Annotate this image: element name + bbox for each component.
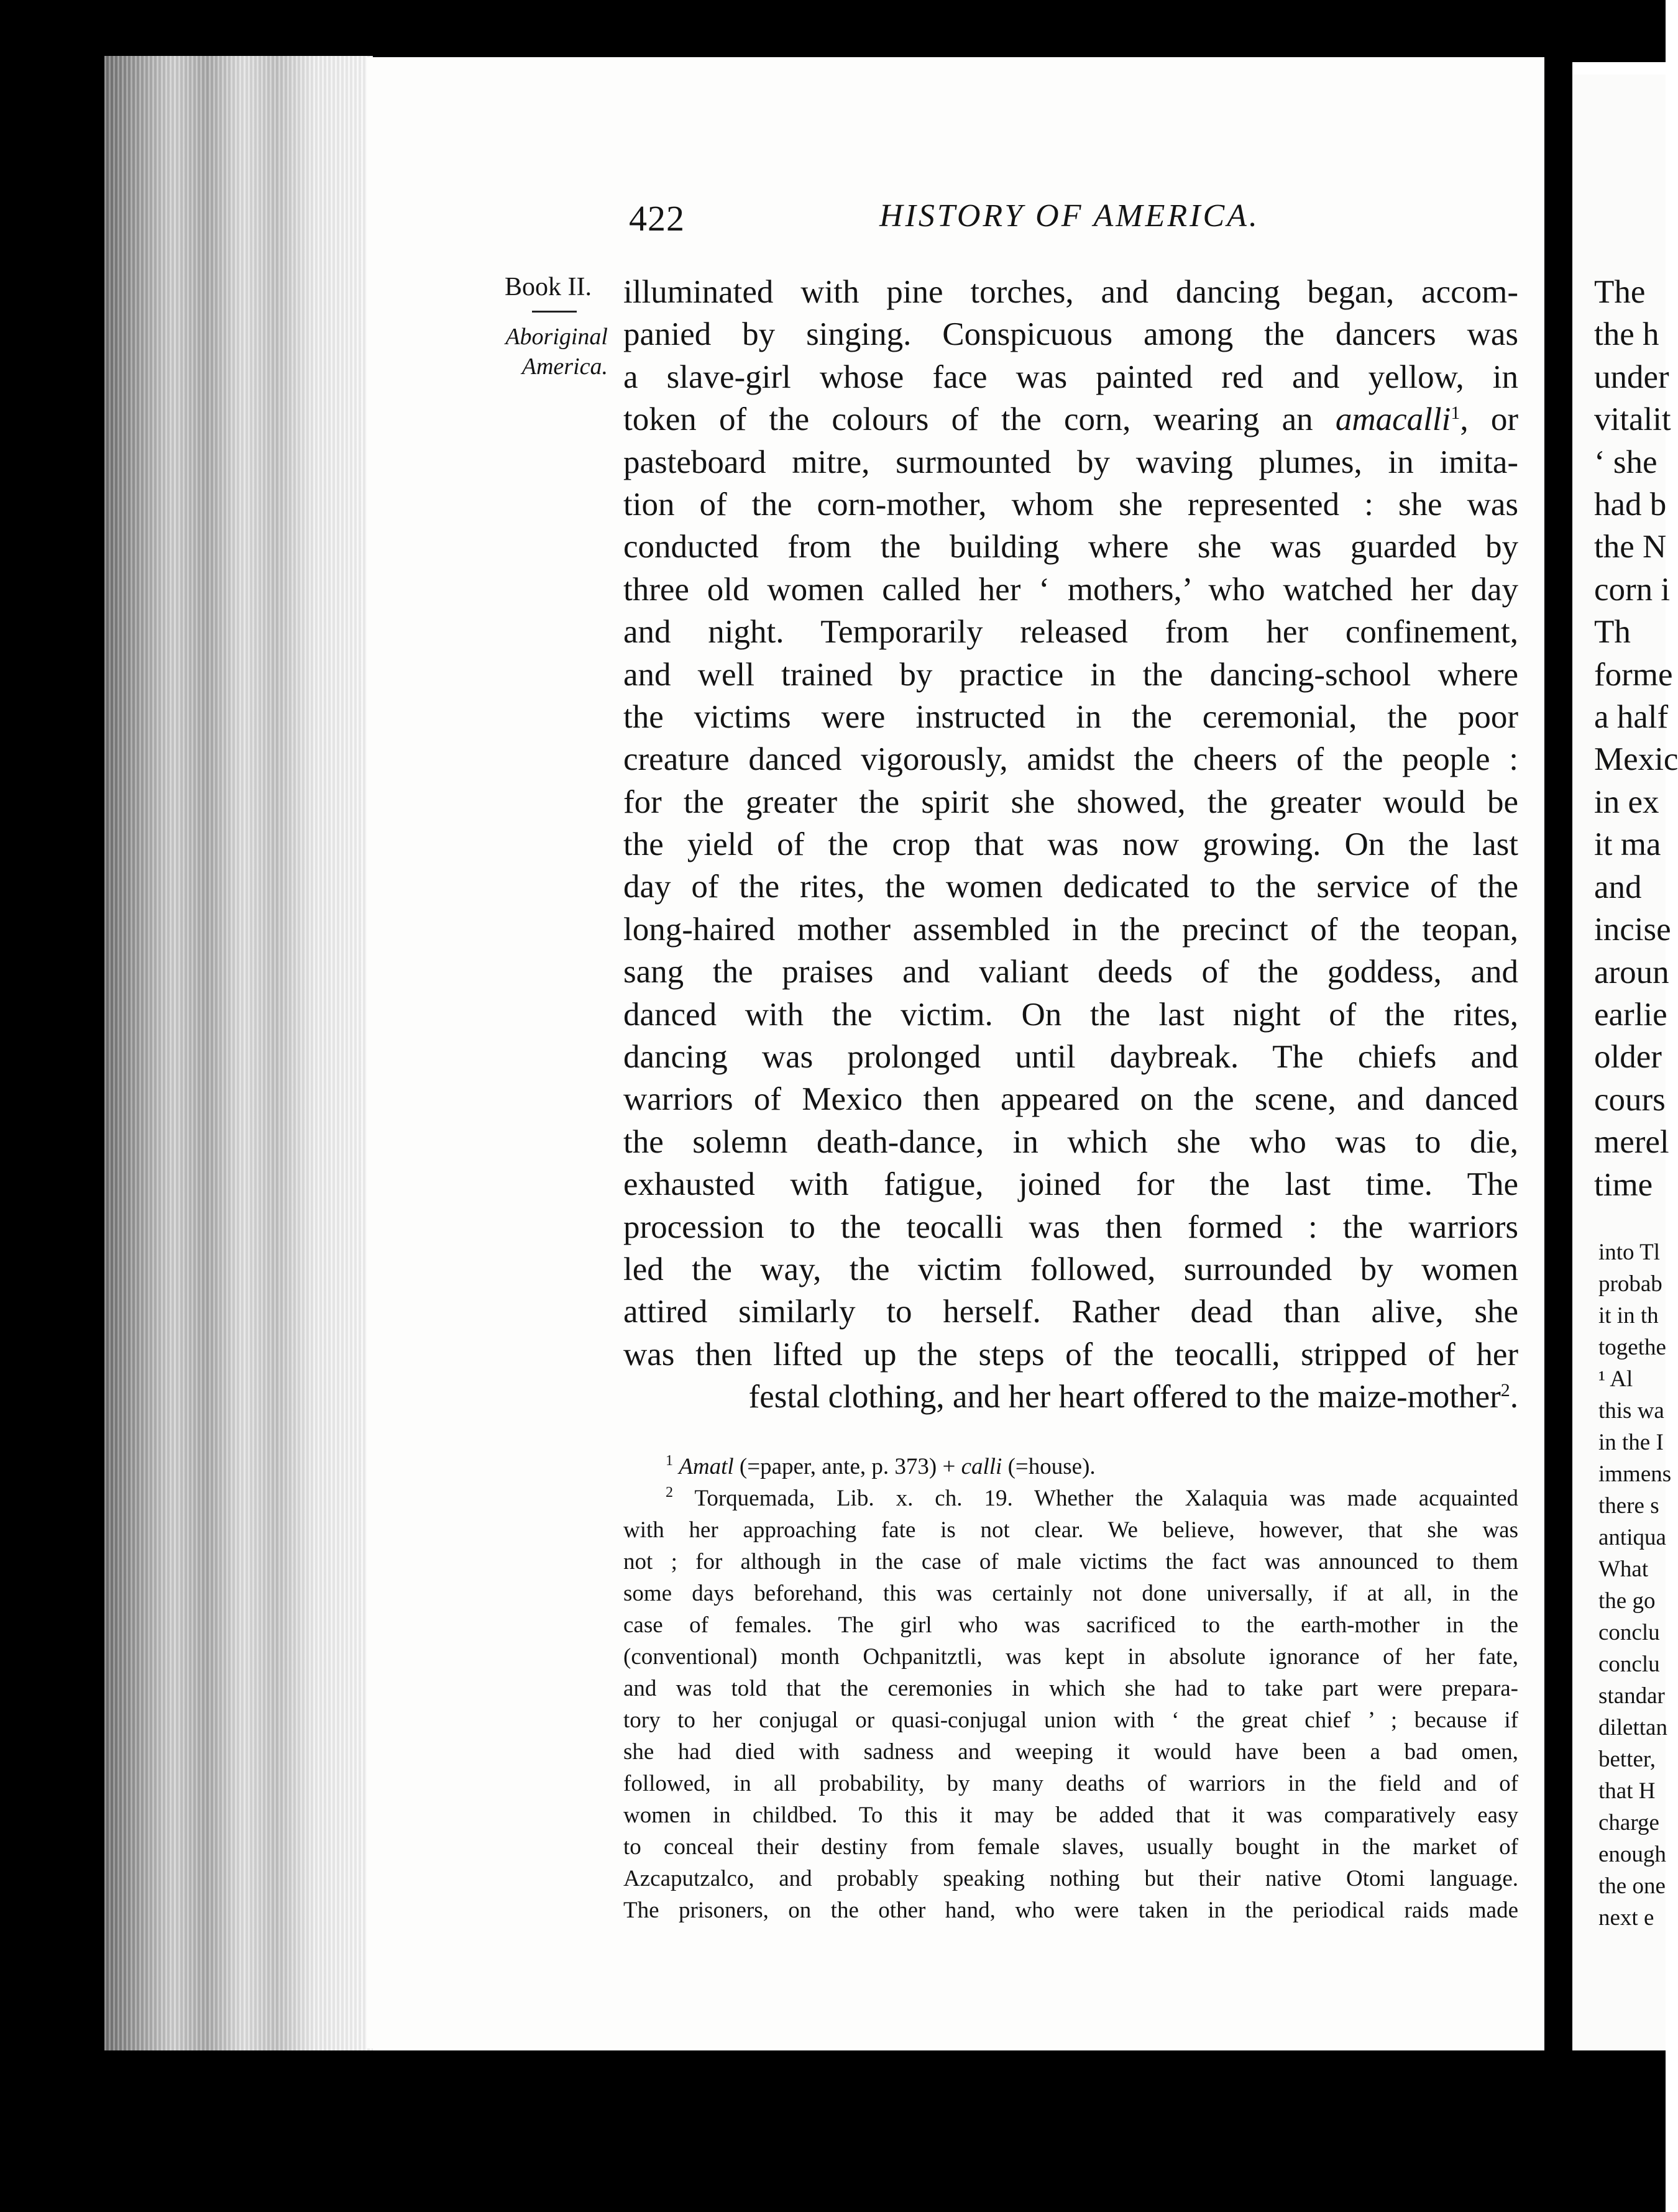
- footnote-2-line: not ; for although in the case of male victims the fact was announced to them: [623, 1549, 1518, 1574]
- facing-note-line: conclu: [1598, 1620, 1660, 1645]
- facing-note-line: better,: [1598, 1747, 1656, 1772]
- facing-note-line: it in th: [1598, 1303, 1659, 1328]
- footnote-1-italic-amatl: Amatl: [679, 1454, 734, 1479]
- footnotes: [623, 1451, 1518, 1926]
- facing-page-text: [1594, 271, 1678, 1206]
- facing-page-line: Mexic: [1594, 741, 1678, 778]
- body-line: warriors of Mexico then appeared on the scene, and danced: [623, 1081, 1518, 1118]
- facing-note-line: that H: [1598, 1778, 1656, 1804]
- facing-page-line: merel: [1594, 1124, 1669, 1161]
- running-head: HISTORY OF AMERICA.: [879, 198, 1260, 234]
- footnote-2-line: to conceal their destiny from female slaves, usually bought in the market of: [623, 1834, 1518, 1860]
- body-line: attired similarly to herself. Rather dead than alive, she: [623, 1294, 1518, 1330]
- facing-page-line: in ex: [1594, 784, 1659, 820]
- facing-note-line: probab: [1598, 1271, 1662, 1297]
- facing-page-line: incise: [1594, 912, 1671, 948]
- facing-note-line: What: [1598, 1556, 1649, 1582]
- footnote-2-line: The prisoners, on the other hand, who were taken in the periodical raids made: [623, 1898, 1518, 1923]
- facing-note-line: ¹ Al: [1598, 1366, 1633, 1392]
- facing-page-line: it ma: [1594, 826, 1661, 863]
- page-number: 422: [629, 198, 685, 239]
- facing-note-line: the go: [1598, 1588, 1656, 1614]
- body-line-tail: .: [1510, 1379, 1518, 1415]
- facing-note-line: conclu: [1598, 1652, 1660, 1677]
- amacalli-term: amacalli: [1335, 401, 1451, 438]
- facing-note-line: into Tl: [1598, 1240, 1661, 1265]
- book-gutter: [1544, 62, 1572, 2050]
- facing-page-line: the N: [1594, 529, 1667, 565]
- facing-note-line: in the I: [1598, 1430, 1664, 1455]
- body-line: conducted from the building where she was guarded by: [623, 529, 1518, 565]
- footnote-mark-1: 1: [666, 1453, 673, 1469]
- sidenote-topic-line2: America.: [521, 354, 608, 380]
- body-line: tion of the corn-mother, whom she represented : she was: [623, 486, 1518, 523]
- footnote-2-line: case of females. The girl who was sacrificed to the earth-mother in the: [623, 1612, 1518, 1638]
- facing-note-line: togethe: [1598, 1335, 1666, 1360]
- footnote-1: [623, 1451, 1518, 1483]
- body-line: and night. Temporarily released from her confinement,: [623, 614, 1518, 651]
- sidenote-topic: [495, 322, 608, 382]
- footnote-2-line: tory to her conjugal or quasi-conjugal union with ‘ the great chief ’ ; because if: [623, 1707, 1518, 1733]
- scanner-background-left: [0, 0, 104, 2212]
- facing-note-line: enough: [1598, 1842, 1666, 1867]
- footnote-1-text-end: (=house).: [1002, 1454, 1096, 1479]
- facing-page-line: a half: [1594, 699, 1669, 736]
- body-line: the yield of the crop that was now growing. On the last: [623, 826, 1518, 863]
- body-line: three old women called her ‘ mothers,’ who watched her day: [623, 571, 1518, 608]
- body-line: illuminated with pine torches, and dancing began, accom-: [623, 274, 1518, 310]
- body-line: the victims were instructed in the ceremonial, the poor: [623, 698, 1518, 735]
- facing-note-line: the one: [1598, 1873, 1666, 1899]
- body-line: and well trained by practice in the dancing-school where: [623, 656, 1518, 693]
- facing-note-line: immens: [1598, 1461, 1672, 1487]
- facing-page-line: The: [1594, 274, 1646, 310]
- footnote-ref-2: 2: [1500, 1380, 1510, 1401]
- footnote-1-text: (=paper, ante, p. 373) +: [733, 1454, 961, 1479]
- footnote-2-line: she had died with sadness and weeping it would have been a bad omen,: [623, 1739, 1518, 1765]
- footnote-1-italic-calli: calli: [961, 1454, 1002, 1479]
- body-line: creature danced vigorously, amidst the cheers of the people :: [623, 741, 1518, 778]
- body-text: [623, 271, 1518, 1419]
- body-line: panied by singing. Conspicuous among the dancers was: [623, 316, 1518, 353]
- footnote-2-line: followed, in all probability, by many deaths of warriors in the field and of: [623, 1771, 1518, 1796]
- body-line-last: [623, 1376, 1518, 1418]
- body-line: sang the praises and valiant deeds of the goddess, and: [623, 954, 1518, 990]
- body-line-text: token of the colours of the corn, wearing an: [623, 401, 1336, 438]
- footnote-2-line: with her approaching fate is not clear. We believe, however, that she was: [623, 1517, 1518, 1543]
- footnote-mark-2: 2: [666, 1484, 673, 1501]
- sidenote-topic-line1: Aboriginal: [505, 324, 608, 350]
- facing-page-line: under: [1594, 359, 1669, 395]
- facing-page-line: and: [1594, 869, 1642, 905]
- facing-page-notes: [1598, 1236, 1672, 1934]
- footnote-2-line: Azcaputzalco, and probably speaking nothing but their native Otomi language.: [623, 1866, 1518, 1891]
- facing-page-line: forme: [1594, 656, 1673, 693]
- page-edges-stack: [104, 56, 373, 2050]
- footnote-2-line: women in childbed. To this it may be added that it was comparatively easy: [623, 1803, 1518, 1828]
- footnote-2-line: some days beforehand, this was certainly not done universally, if at all, in the: [623, 1581, 1518, 1606]
- scanner-background-bottom: [0, 2050, 1666, 2212]
- body-line: pasteboard mitre, surmounted by waving plumes, in imita-: [623, 444, 1518, 480]
- facing-note-line: charge: [1598, 1810, 1659, 1835]
- facing-page-line: ‘ she: [1594, 444, 1657, 480]
- facing-page-line: Th: [1594, 614, 1631, 651]
- facing-page-line: cours: [1594, 1081, 1666, 1118]
- facing-page-line: vitalit: [1594, 401, 1671, 438]
- facing-note-line: this wa: [1598, 1398, 1664, 1424]
- body-line: led the way, the victim followed, surrounded by women: [623, 1251, 1518, 1287]
- facing-note-line: antiqua: [1598, 1525, 1666, 1550]
- footnote-2-line: (conventional) month Ochpanitztli, was kept in absolute ignorance of her fate,: [623, 1644, 1518, 1670]
- body-line: exhausted with fatigue, joined for the last time. The: [623, 1166, 1518, 1203]
- body-line-text: festal clothing, and her heart offered to the maize-mother: [748, 1379, 1501, 1415]
- sidenote-book: Book II.: [505, 273, 592, 301]
- facing-note-line: next e: [1598, 1905, 1654, 1931]
- body-line: for the greater the spirit she showed, the greater would be: [623, 784, 1518, 820]
- body-line: long-haired mother assembled in the precinct of the teopan,: [623, 911, 1518, 948]
- footnote-2-text: Torquemada, Lib. x. ch. 19. Whether the Xalaquia was made acquainted: [694, 1486, 1518, 1511]
- facing-page-line: aroun: [1594, 954, 1669, 990]
- body-line: procession to the teocalli was then formed : the warriors: [623, 1209, 1518, 1245]
- body-line: dancing was prolonged until daybreak. The chiefs and: [623, 1039, 1518, 1076]
- body-line: the solemn death-dance, in which she who was to die,: [623, 1123, 1518, 1160]
- footnote-ref-1: 1: [1451, 403, 1460, 424]
- facing-note-line: standar: [1598, 1683, 1665, 1709]
- facing-page-line: earlie: [1594, 996, 1667, 1033]
- facing-note-line: dilettan: [1598, 1715, 1667, 1740]
- footnote-2-line: and was told that the ceremonies in which she had to take part were prepara-: [623, 1676, 1518, 1701]
- body-line: a slave-girl whose face was painted red and yellow, in: [623, 359, 1518, 395]
- body-line-with-note: [623, 398, 1518, 441]
- sidenote-rule: [532, 311, 577, 313]
- scanner-background-top: [0, 0, 1666, 62]
- footnote-2-line: [623, 1483, 1518, 1514]
- body-line: was then lifted up the steps of the teocalli, stripped of her: [623, 1336, 1518, 1373]
- body-line: danced with the victim. On the last night of the rites,: [623, 996, 1518, 1033]
- facing-page-line: older: [1594, 1039, 1662, 1076]
- facing-page-line: corn i: [1594, 571, 1671, 608]
- facing-note-line: there s: [1598, 1493, 1659, 1519]
- facing-page-line: had b: [1594, 487, 1667, 523]
- facing-page-line: time: [1594, 1166, 1653, 1203]
- facing-page-line: the h: [1594, 316, 1659, 353]
- body-line-tail: , or: [1460, 401, 1518, 438]
- body-line: day of the rites, the women dedicated to the service of the: [623, 869, 1518, 905]
